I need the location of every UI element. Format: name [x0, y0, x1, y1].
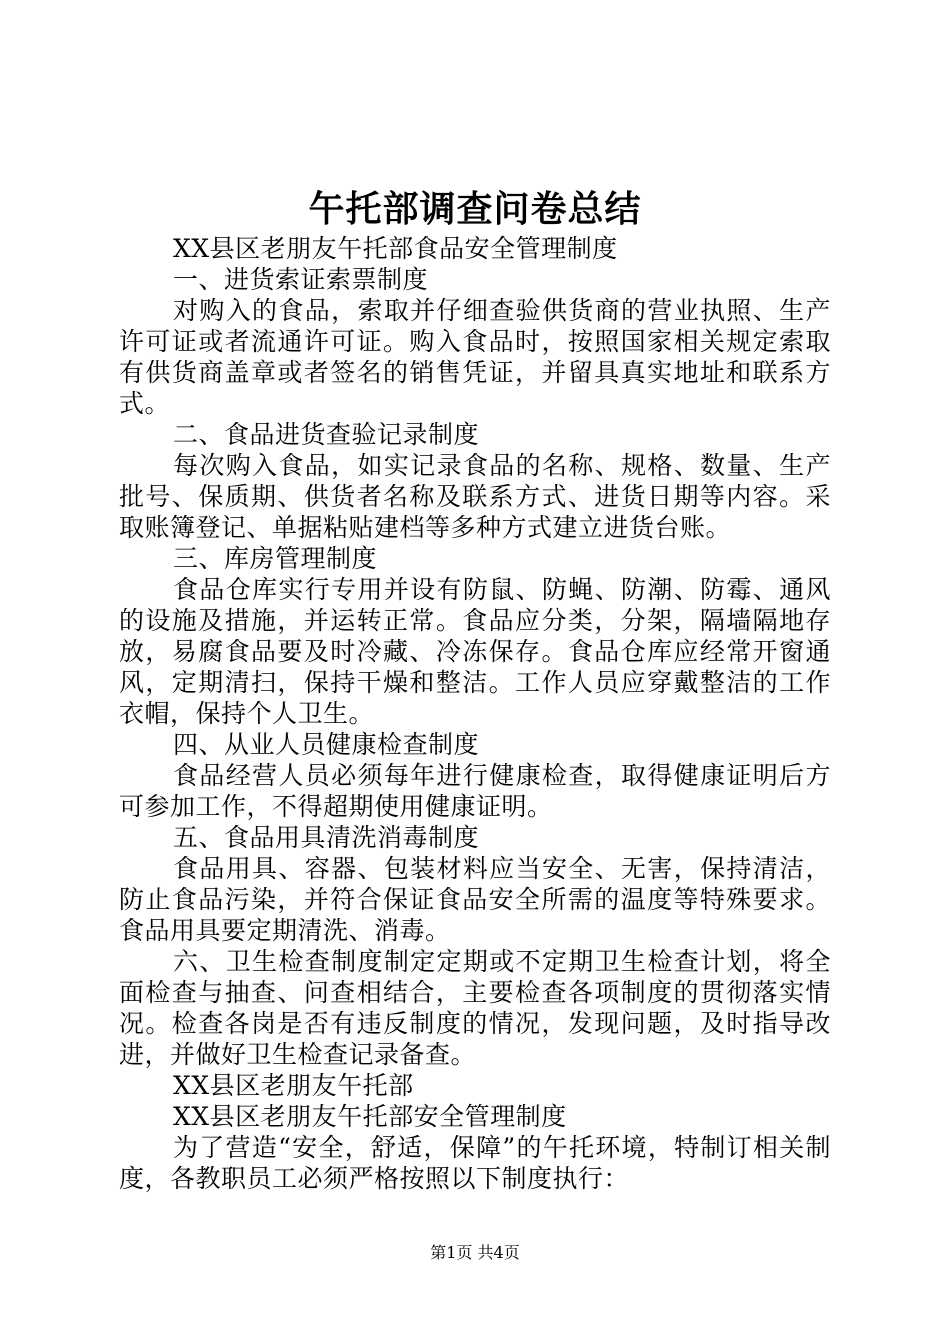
document-title: 午托部调查问卷总结 [308, 188, 642, 230]
paragraph-section-4: 食品经营人员必须每年进行健康检查，取得健康证明后方可参加工作，不得超期使用健康证明。 [119, 761, 831, 821]
page-footer: 第1页 共4页 [430, 1243, 520, 1262]
section-heading-5: 五、食品用具清洗消毒制度 [173, 823, 480, 852]
paragraph-heading-main: XX县区老朋友午托部食品安全管理制度 [173, 234, 618, 263]
document-body [119, 233, 831, 1194]
section-heading-2: 二、食品进货查验记录制度 [173, 420, 480, 449]
paragraph-organization: XX县区老朋友午托部 [173, 1071, 414, 1100]
section-heading-3: 三、库房管理制度 [173, 544, 378, 573]
paragraph-section-3: 食品仓库实行专用并设有防鼠、防蝇、防潮、防霉、通风的设施及措施，并运转正常。食品应分类，分架，隔墙隔地存放，易腐食品要及时冷藏、冷冻保存。食品仓库应经常开窗通风，定期清扫，保持干燥和整洁。工作人员应穿戴整洁的工作衣帽，保持个人卫生。 [119, 575, 831, 728]
paragraph-safety-heading: XX县区老朋友午托部安全管理制度 [173, 1102, 567, 1131]
paragraph-safety-intro: 为了营造“安全，舒适，保障”的午托环境，特制订相关制度，各教职员工必须严格按照以下制度执行： [119, 1133, 831, 1193]
paragraph-section-1: 对购入的食品，索取并仔细查验供货商的营业执照、生产许可证或者流通许可证。购入食品时，按照国家相关规定索取有供货商盖章或者签名的销售凭证，并留具真实地址和联系方式。 [119, 296, 831, 418]
paragraph-section-6: 六、卫生检查制度制定定期或不定期卫生检查计划，将全面检查与抽查、问查相结合，主要检查各项制度的贯彻落实情况。检查各岗是否有违反制度的情况，发现问题，及时指导改进，并做好卫生检查记录备查。 [119, 947, 831, 1069]
paragraph-section-2: 每次购入食品，如实记录食品的名称、规格、数量、生产批号、保质期、供货者名称及联系方式、进货日期等内容。采取账簿登记、单据粘贴建档等多种方式建立进货台账。 [119, 451, 831, 542]
paragraph-section-5: 食品用具、容器、包装材料应当安全、无害，保持清洁，防止食品污染，并符合保证食品安全所需的温度等特殊要求。食品用具要定期清洗、消毒。 [119, 854, 831, 945]
section-heading-1: 一、进货索证索票制度 [173, 265, 429, 294]
section-heading-4: 四、从业人员健康检查制度 [173, 730, 480, 759]
